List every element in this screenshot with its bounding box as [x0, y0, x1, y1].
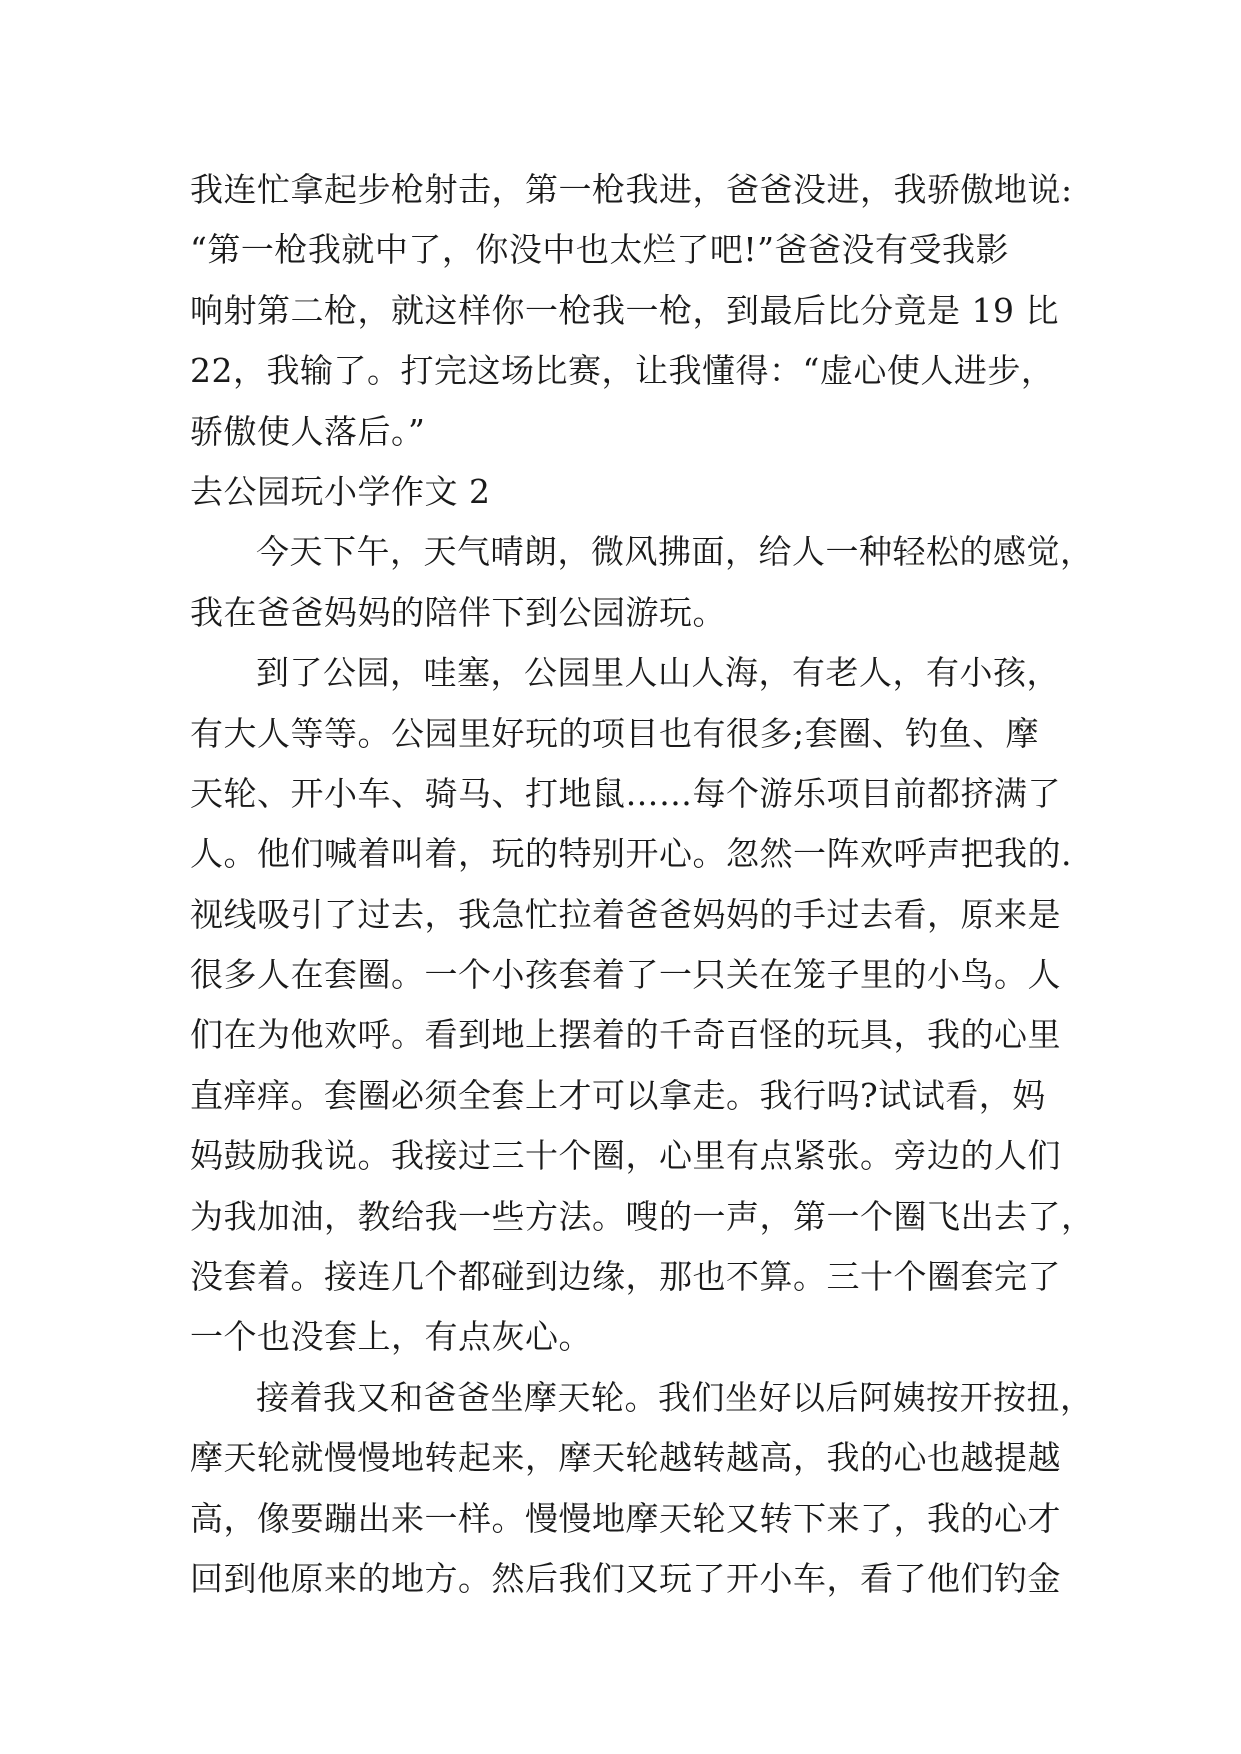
paragraph-start-line: 到了公园，哇塞，公园里人山人海，有老人，有小孩，: [256, 653, 1060, 693]
text-line: 视线吸引了过去，我急忙拉着爸爸妈妈的手过去看，原来是: [190, 894, 1061, 934]
text-line: 天轮、开小车、骑马、打地鼠……每个游乐项目前都挤满了: [190, 773, 1061, 813]
section-heading: 去公园玩小学作文 2: [190, 471, 491, 511]
text-line: “第一枪我就中了，你没中也太烂了吧!”爸爸没有受我影: [190, 230, 1010, 270]
text-line: 妈鼓励我说。我接过三十个圈，心里有点紧张。旁边的人们: [190, 1136, 1061, 1176]
text-line: 直痒痒。套圈必须全套上才可以拿走。我行吗?试试看，妈: [190, 1075, 1046, 1115]
text-line: 摩天轮就慢慢地转起来，摩天轮越转越高，我的心也越提越: [190, 1438, 1061, 1478]
text-line: 们在为他欢呼。看到地上摆着的千奇百怪的玩具，我的心里: [190, 1015, 1061, 1055]
text-line: 我连忙拿起步枪射击，第一枪我进，爸爸没进，我骄傲地说:: [190, 170, 1073, 209]
text-line: 为我加油，教给我一些方法。嗖的一声，第一个圈飞出去了，: [190, 1196, 1095, 1236]
text-line: 响射第二枪，就这样你一枪我一枪，到最后比分竟是 19 比: [190, 290, 1059, 330]
paragraph-start-line: 今天下午，天气晴朗，微风拂面，给人一种轻松的感觉，: [256, 532, 1094, 572]
text-line: 没套着。接连几个都碰到边缘，那也不算。三十个圈套完了: [190, 1257, 1061, 1297]
text-line: 有大人等等。公园里好玩的项目也有很多;套圈、钓鱼、摩: [190, 713, 1040, 753]
text-line: 高，像要蹦出来一样。慢慢地摩天轮又转下来了，我的心才: [190, 1498, 1061, 1538]
text-line: 骄傲使人落后。”: [190, 411, 426, 451]
text-line: 我在爸爸妈妈的陪伴下到公园游玩。: [190, 592, 726, 632]
text-line: 一个也没套上，有点灰心。: [190, 1317, 592, 1357]
paragraph-start-line: 接着我又和爸爸坐摩天轮。我们坐好以后阿姨按开按扭，: [256, 1377, 1094, 1417]
text-line: 人。他们喊着叫着，玩的特别开心。忽然一阵欢呼声把我的.: [190, 834, 1072, 874]
text-line: 22，我输了。打完这场比赛，让我懂得：“虚心使人进步，: [190, 351, 1055, 391]
text-line: 很多人在套圈。一个小孩套着了一只关在笼子里的小鸟。人: [190, 955, 1061, 995]
text-line: 回到他原来的地方。然后我们又玩了开小车，看了他们钓金: [190, 1558, 1061, 1598]
document-body: [190, 160, 1095, 1609]
